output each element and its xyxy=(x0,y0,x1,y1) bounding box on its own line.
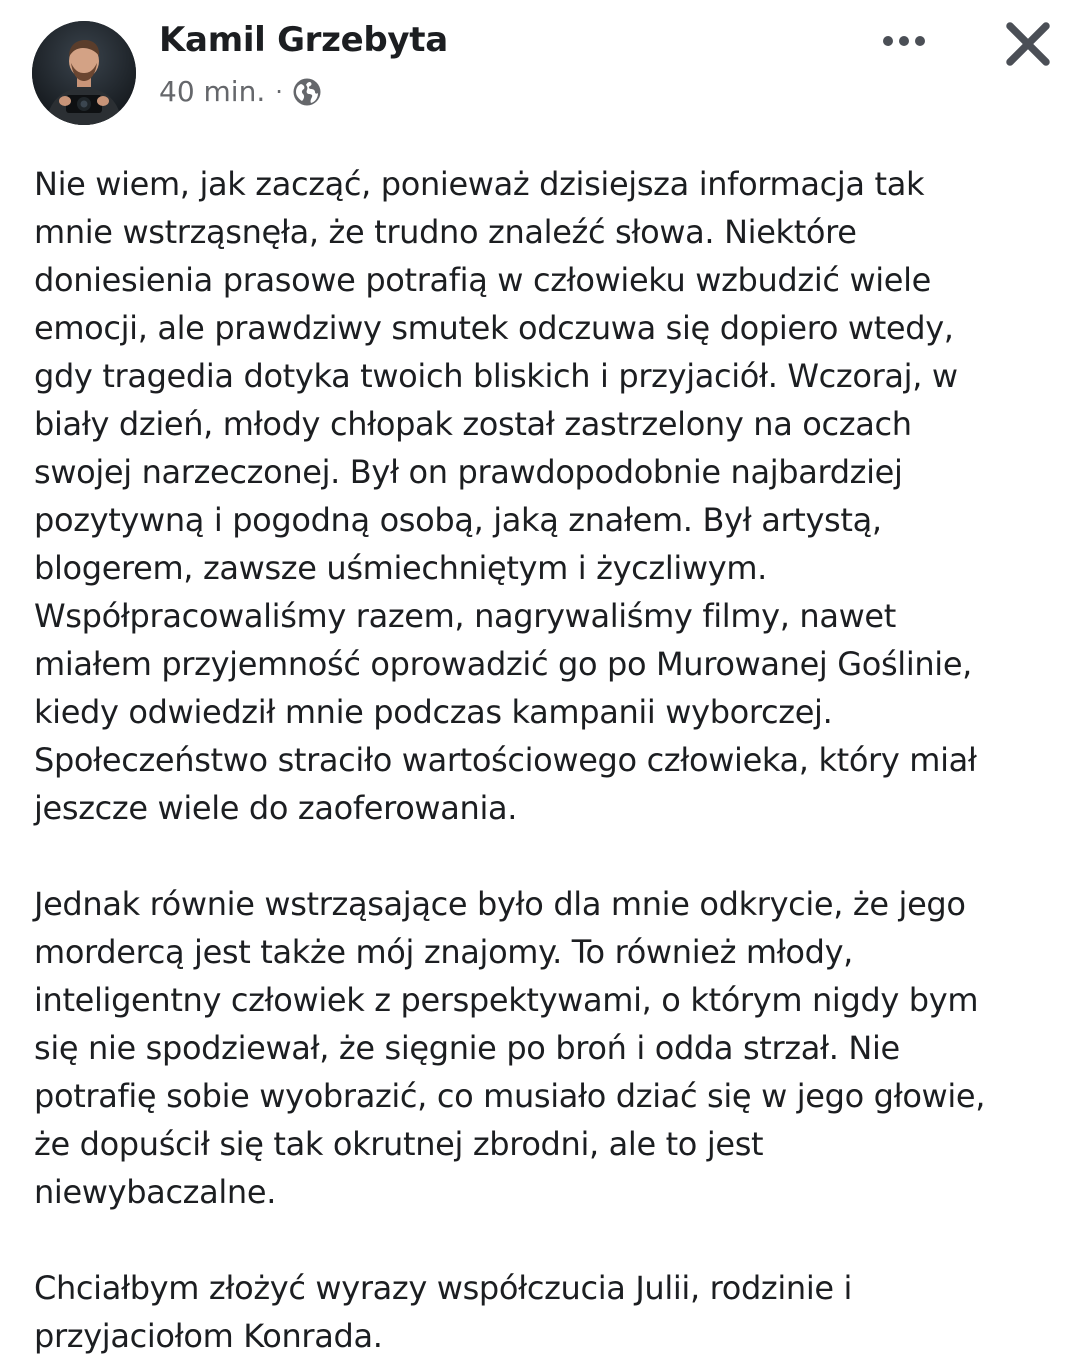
text-line: gdy tragedia dotyka twoich bliskich i przyjaciół. Wczoraj, w xyxy=(34,357,958,395)
post-paragraph-2 xyxy=(34,880,1064,1216)
text-line: pozytywną i pogodną osobą, jaką znałem. Był artystą, xyxy=(34,501,882,539)
text-line: inteligentny człowiek z perspektywami, o którym nigdy bym xyxy=(34,981,979,1019)
post-meta xyxy=(159,72,322,112)
author-avatar[interactable] xyxy=(32,21,136,125)
text-line: swojej narzeczonej. Był on prawdopodobnie najbardziej xyxy=(34,453,903,491)
text-line: Chciałbym złożyć wyrazy współczucia Julii, rodzinie i xyxy=(34,1269,853,1307)
text-line: mordercą jest także mój znajomy. To również młody, xyxy=(34,933,854,971)
text-line: Współpracowaliśmy razem, nagrywaliśmy filmy, nawet xyxy=(34,597,896,635)
text-line: przyjaciołom Konrada. xyxy=(34,1317,383,1355)
text-line: się nie spodziewał, że sięgnie po broń i odda strzał. Nie xyxy=(34,1029,900,1067)
text-line: mnie wstrząsnęła, że trudno znaleźć słowa. Niektóre xyxy=(34,213,857,251)
meta-separator: · xyxy=(275,78,283,106)
avatar-photo-icon xyxy=(32,21,136,125)
close-icon[interactable] xyxy=(1000,16,1056,72)
text-line: blogerem, zawsze uśmiechniętym i życzliwym. xyxy=(34,549,767,587)
text-line: jeszcze wiele do zaoferowania. xyxy=(34,789,518,827)
post-paragraph-1 xyxy=(34,160,1064,832)
author-name[interactable]: Kamil Grzebyta xyxy=(159,20,448,60)
more-horizontal-icon[interactable] xyxy=(878,24,930,58)
text-line: emocji, ale prawdziwy smutek odczuwa się dopiero wtedy, xyxy=(34,309,954,347)
post-header xyxy=(0,0,1080,140)
text-line: doniesienia prasowe potrafią w człowieku wzbudzić wiele xyxy=(34,261,932,299)
text-line: niewybaczalne. xyxy=(34,1173,277,1211)
post-text xyxy=(34,160,1064,1360)
globe-icon[interactable] xyxy=(292,77,322,107)
text-line: miałem przyjemność oprowadzić go po Murowanej Goślinie, xyxy=(34,645,972,683)
text-line: że dopuścił się tak okrutnej zbrodni, ale to jest xyxy=(34,1125,764,1163)
text-line: biały dzień, młody chłopak został zastrzelony na oczach xyxy=(34,405,912,443)
text-line: potrafię sobie wyobrazić, co musiało dziać się w jego głowie, xyxy=(34,1077,986,1115)
text-line: kiedy odwiedził mnie podczas kampanii wyborczej. xyxy=(34,693,833,731)
post-paragraph-3 xyxy=(34,1264,1064,1360)
text-line: Społeczeństwo straciło wartościowego człowieka, który miał xyxy=(34,741,977,779)
post-timestamp[interactable]: 40 min. xyxy=(159,75,266,108)
text-line: Nie wiem, jak zacząć, ponieważ dzisiejsza informacja tak xyxy=(34,165,925,203)
text-line: Jednak równie wstrząsające było dla mnie odkrycie, że jego xyxy=(34,885,966,923)
